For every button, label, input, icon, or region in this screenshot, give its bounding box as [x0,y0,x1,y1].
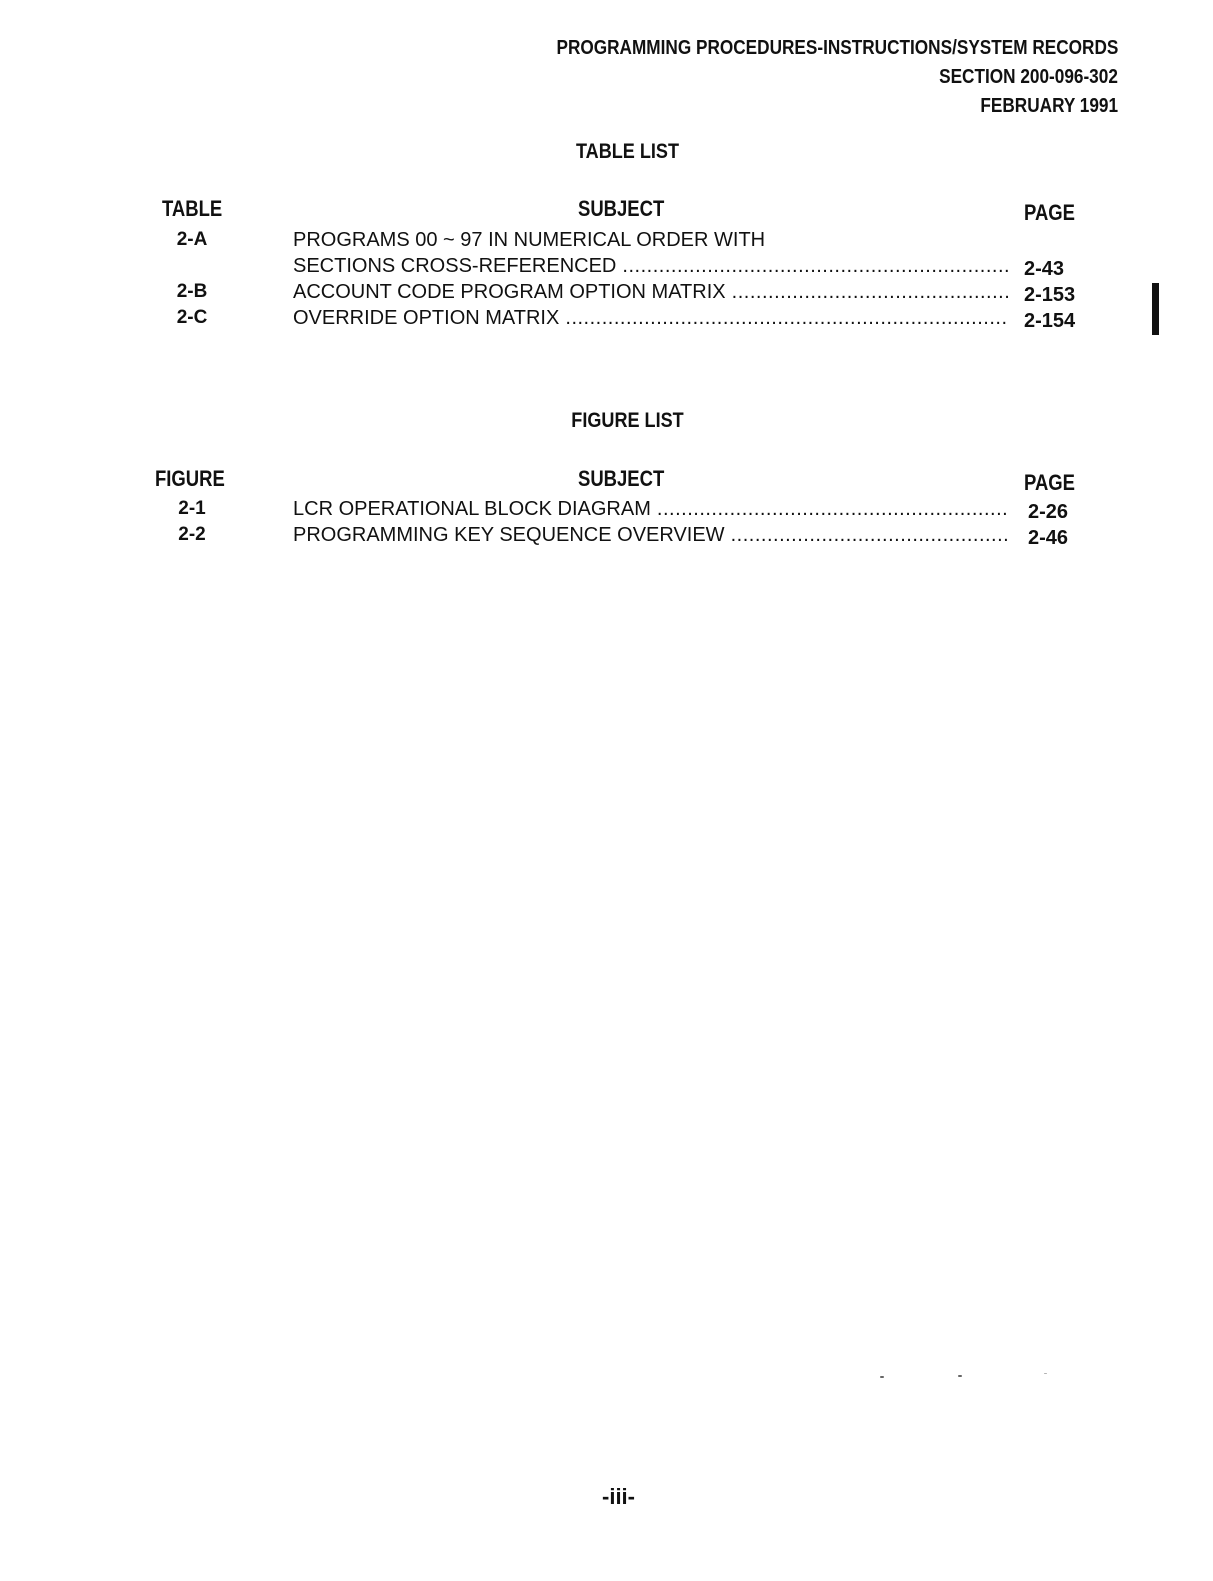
table-list-row [0,279,1213,305]
table-page: 2-43 [1024,258,1065,280]
table-list-row [0,227,1213,253]
figure-list-title: FIGURE LIST [571,409,684,432]
table-number: 2-C [176,307,208,328]
figure-number: 2-1 [178,498,206,519]
table-page: 2-154 [1024,310,1076,332]
scan-speck [880,1376,884,1378]
table-list-row-continuation [0,253,1213,279]
figure-page: 2-46 [1028,527,1069,549]
figure-subject: LCR OPERATIONAL BLOCK DIAGRAM ..... [293,496,1009,522]
figure-subject: PROGRAMMING KEY SEQUENCE OVERVIEW ..... [293,522,1009,548]
table-column-header-page: PAGE [1024,200,1076,225]
table-number: 2-A [176,229,208,250]
figure-list-row [0,496,1213,522]
figure-number: 2-2 [178,524,206,545]
document-header-title: PROGRAMMING PROCEDURES-INSTRUCTIONS/SYSTEM RECORDS [556,37,1118,59]
scan-speck [1044,1373,1047,1374]
figure-page: 2-26 [1028,501,1069,523]
table-subject: SECTIONS CROSS-REFERENCED ..... [293,253,1009,279]
scan-speck [958,1375,962,1377]
table-number: 2-B [176,281,208,302]
table-list-row [0,305,1213,331]
table-column-header-number: TABLE [162,196,223,221]
figure-list-row [0,522,1213,548]
table-subject: OVERRIDE OPTION MATRIX ..... [293,305,1009,331]
figure-column-header-page: PAGE [1024,470,1076,495]
document-section-number: SECTION 200-096-302 [939,66,1118,88]
figure-column-header-subject: SUBJECT [578,466,665,491]
document-date: FEBRUARY 1991 [980,95,1118,117]
table-subject: ACCOUNT CODE PROGRAM OPTION MATRIX ..... [293,279,1009,305]
table-column-header-subject: SUBJECT [578,196,665,221]
revision-change-bar [1152,283,1159,335]
table-page: 2-153 [1024,284,1076,306]
table-list-title: TABLE LIST [575,140,679,163]
table-subject: PROGRAMS 00 ~ 97 IN NUMERICAL ORDER WITH [293,229,766,251]
figure-column-header-number: FIGURE [155,466,225,491]
page-number: -iii- [602,1484,635,1509]
